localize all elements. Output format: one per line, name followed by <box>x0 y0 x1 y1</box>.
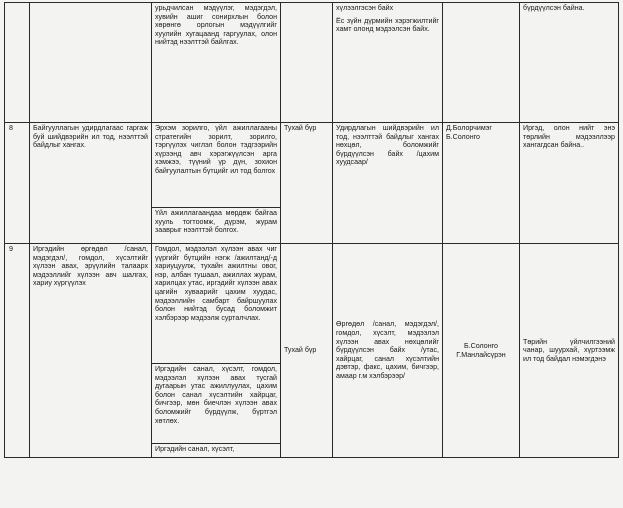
result-text: бүрдүүлсэн байна. <box>523 4 585 12</box>
cell-task-3: Иргэдийн санал, хүсэлт, <box>152 444 281 458</box>
cell-output <box>333 3 443 123</box>
cell-task-1: Гомдол, мэдээлэл хүлээн авах чиг үүргийг бүтцийн нэгж /ажилтанд/-д хариуцуулж, тухайн ажилтны овог, нэр, албан тушаал, ажиллах журам, харилцах утас, иргэдийг хүлээн авах цагийн хуваарийг цахим хуудас, мэдээллийн самбарт байршуулах болон нийтэд бусад боломжит хэлбэрээр мэдээлж сурталчлах. <box>152 244 281 364</box>
cell-responsible: Б.Солонго Г.Манлайсүрэн <box>443 244 520 458</box>
output-text: хүлээлгэсэн байх <box>336 4 394 12</box>
cell-output: Удирдлагын шийдвэрийн ил тод, нээлттэй байдлыг хангах нөхцөл, боломжийг бүрдүүлсэн байх /цахим хуудсаар/ <box>333 123 443 244</box>
cell-goal <box>30 3 152 123</box>
cell-result: Иргэд, олон нийт энэ төрлийн мэдээллээр хангагдсан байна.. <box>520 123 619 244</box>
table-row-continuation <box>5 3 619 123</box>
plan-table <box>4 2 619 458</box>
cell-goal: Иргэдийн өргөдөл /санал, мэдэгдэл/, гомдол, хүсэлтийг хүлээн авах, эрүүлийн талаарх мэдээллийг хүлээн авч шалгах, хариу хүргүүлэх <box>30 244 152 458</box>
cell-number <box>5 3 30 123</box>
cell-output: Өргөдөл /санал, мэдэгдэл/, гомдол, хүсэлт, мэдээлэл хүлээн авах нөхцөлийг бүрдүүлсэн байх /утас, хайрцаг, санал хүсэлтийн дэвтэр, факс, цахим, бичгээр, амаар г.м хэлбэрээр/ <box>333 244 443 458</box>
cell-task-2: Иргэдийн санал, хүсэлт, гомдол, мэдээлэл хүлээн авах тусгай дугаарын утас ажиллуулах, цахим болон санал хүсэлтийн хайрцаг, бичгээр, мөн биечлэн хүлээн авах боломжийг бүрдүүлж, бүртгэл хөтлөх. <box>152 364 281 444</box>
table-row-9 <box>5 244 619 364</box>
cell-task-2: Үйл ажиллагаандаа мөрдөж байгаа хууль тогтоомж, дүрэм, журам зааврыг нээлттэй болгох. <box>152 208 281 244</box>
table-row-8 <box>5 123 619 208</box>
cell-time: Тухай бүр <box>281 244 333 458</box>
cell-result <box>520 3 619 123</box>
task-text: урьдчилсан мэдүүлэг, мэдэгдэл, хувийн ашиг сонирхлын болон хөрөнгө орлогын мэдүүлгийг хуулийн хугацаанд гаргуулах, олон нийтэд нээлттэй байлгах. <box>155 4 277 47</box>
cell-task <box>152 3 281 123</box>
cell-goal: Байгууллагын удирдлагаас гаргаж буй шийдвэрийн ил тод, нээлттэй байдлыг хангах. <box>30 123 152 244</box>
cell-number: 8 <box>5 123 30 244</box>
cell-responsible <box>443 3 520 123</box>
cell-number: 9 <box>5 244 30 458</box>
cell-task-1: Эрхэм зорилго, үйл ажиллагааны стратегийн зорилт, зорилго, тэргүүлэх чиглэл болон тэдгээрийн хүрээнд авч хэрэгжүүлсэн арга хэмжээ, түүний үр дүн, зохион байгуулалтын бүтцийг ил тод болгох <box>152 123 281 208</box>
cell-time <box>281 3 333 123</box>
output-text-2: Ёс зүйн дүрмийн хэрэгжилтийг хамт олонд мэдээлсэн байх. <box>336 16 439 34</box>
cell-time: Тухай бүр <box>281 123 333 244</box>
cell-result: Төрийн үйлчилгээний чанар, шуурхай, хүртээмж ил тод байдал нэмэгдэнэ <box>520 244 619 458</box>
cell-responsible: Д.Болорчимэг Б.Солонго <box>443 123 520 244</box>
